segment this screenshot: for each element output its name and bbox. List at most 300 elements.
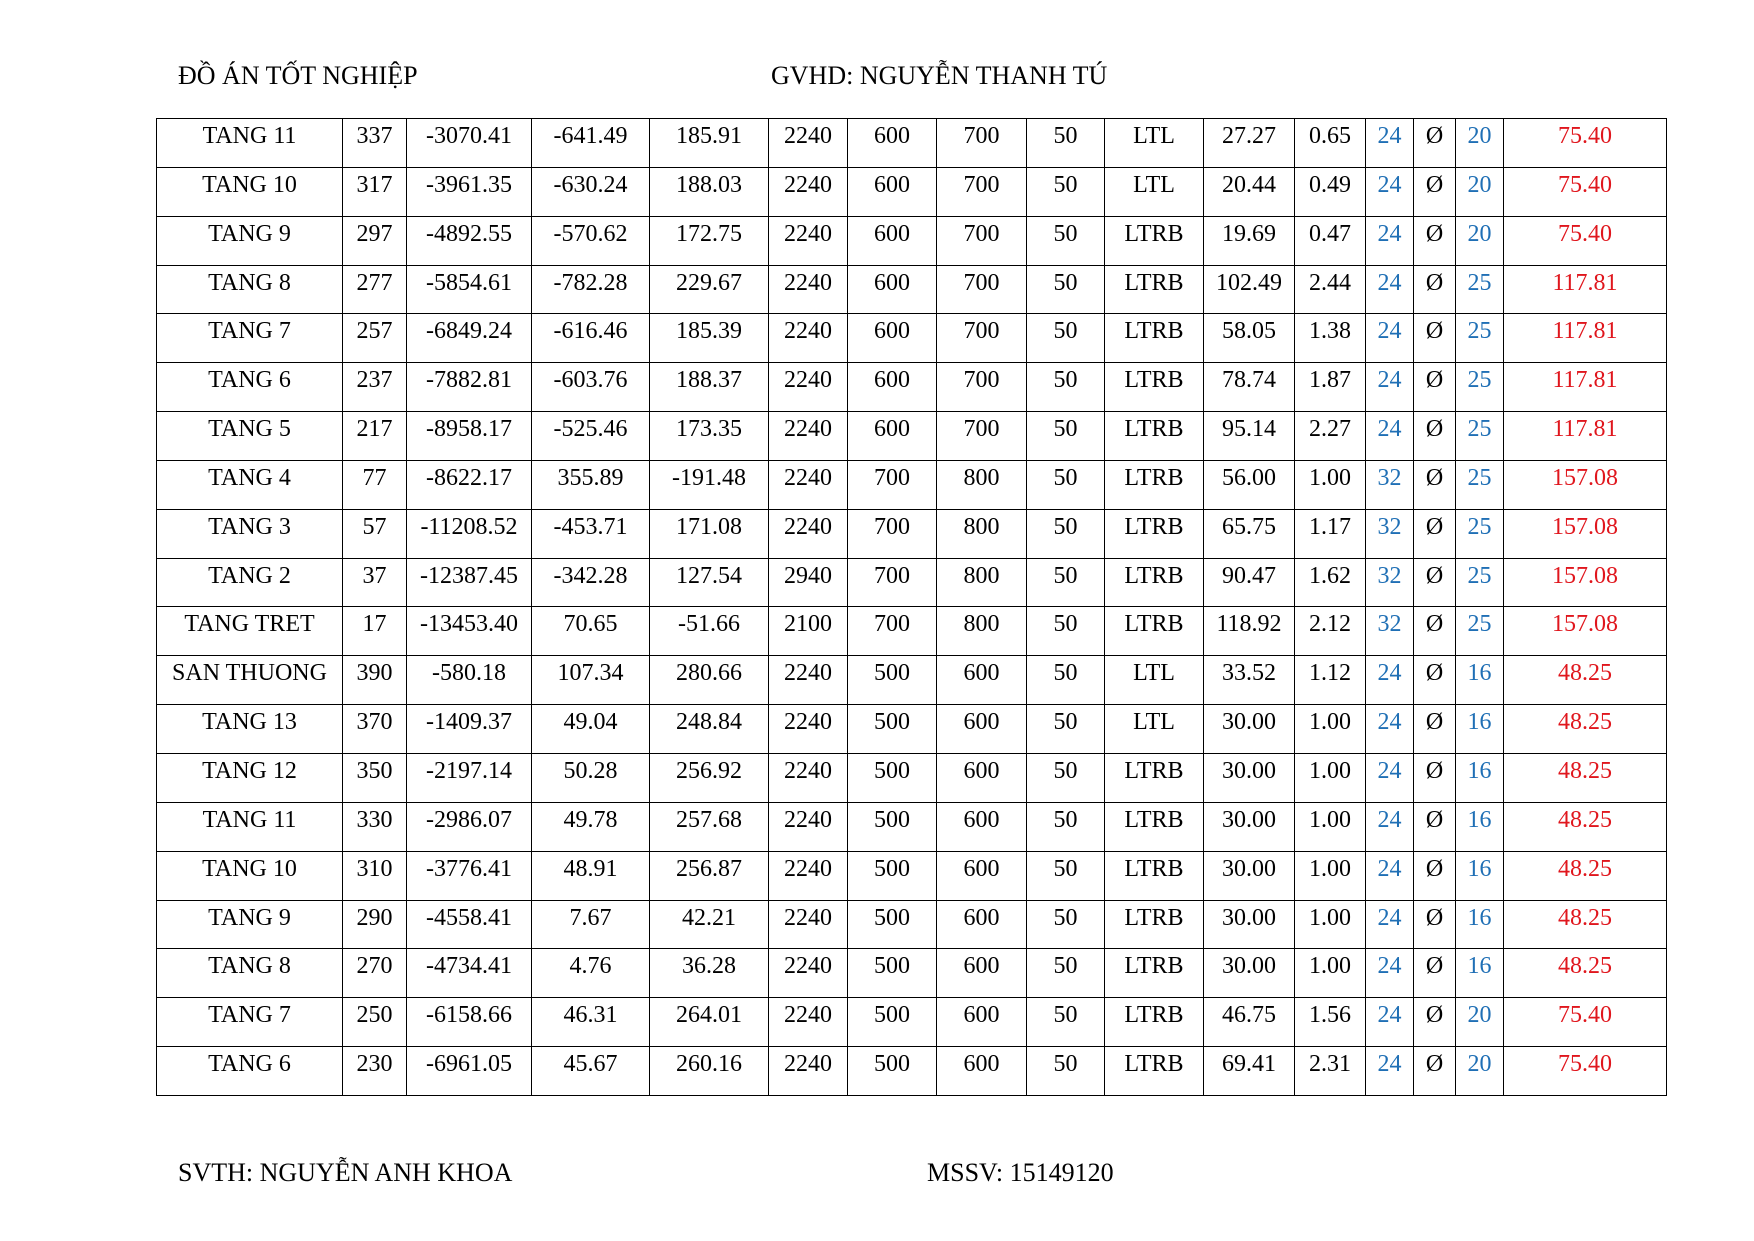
table-row — [157, 705, 1667, 754]
cell-case: LTRB — [1105, 460, 1204, 509]
cell-steel-ratio: 1.00 — [1295, 900, 1366, 949]
cell-bar-diameter: 25 — [1456, 460, 1504, 509]
cell-bar-count: 24 — [1366, 167, 1414, 216]
table-row — [157, 998, 1667, 1047]
table-row — [157, 656, 1667, 705]
cell-bar-count: 24 — [1366, 900, 1414, 949]
cell-moment-y: -51.66 — [650, 607, 769, 656]
cell-height-h: 600 — [937, 1047, 1027, 1096]
cell-axial-force: -4558.41 — [407, 900, 532, 949]
cell-cover-a: 50 — [1027, 998, 1105, 1047]
cell-length: 2100 — [769, 607, 848, 656]
cell-cover-a: 50 — [1027, 216, 1105, 265]
cell-length: 2240 — [769, 265, 848, 314]
cell-width-b: 600 — [848, 167, 937, 216]
cell-width-b: 600 — [848, 119, 937, 168]
cell-width-b: 700 — [848, 558, 937, 607]
cell-provided-area: 157.08 — [1504, 460, 1667, 509]
cell-bar-count: 24 — [1366, 412, 1414, 461]
cell-provided-area: 75.40 — [1504, 167, 1667, 216]
cell-cover-a: 50 — [1027, 119, 1105, 168]
table-row — [157, 460, 1667, 509]
cell-steel-area: 46.75 — [1204, 998, 1295, 1047]
cell-cover-a: 50 — [1027, 753, 1105, 802]
cell-axial-force: -2986.07 — [407, 802, 532, 851]
cell-axial-force: -580.18 — [407, 656, 532, 705]
table-row — [157, 753, 1667, 802]
cell-length: 2240 — [769, 167, 848, 216]
document-header-supervisor: GVHD: NGUYỄN THANH TÚ — [771, 61, 1108, 90]
cell-floor: TANG 11 — [157, 802, 343, 851]
cell-width-b: 500 — [848, 900, 937, 949]
cell-moment-x: -570.62 — [532, 216, 650, 265]
cell-cover-a: 50 — [1027, 314, 1105, 363]
cell-height-h: 600 — [937, 753, 1027, 802]
cell-bar-diameter: 16 — [1456, 900, 1504, 949]
cell-width-b: 500 — [848, 1047, 937, 1096]
cell-length: 2240 — [769, 119, 848, 168]
cell-provided-area: 48.25 — [1504, 753, 1667, 802]
cell-bar-count: 24 — [1366, 119, 1414, 168]
cell-bar-count: 24 — [1366, 314, 1414, 363]
cell-axial-force: -6961.05 — [407, 1047, 532, 1096]
cell-floor: TANG 8 — [157, 949, 343, 998]
cell-moment-y: 260.16 — [650, 1047, 769, 1096]
cell-axial-force: -4892.55 — [407, 216, 532, 265]
cell-length: 2240 — [769, 460, 848, 509]
cell-bar-count: 24 — [1366, 656, 1414, 705]
cell-bar-count: 32 — [1366, 607, 1414, 656]
cell-bar-diameter: 16 — [1456, 753, 1504, 802]
cell-provided-area: 75.40 — [1504, 1047, 1667, 1096]
cell-width-b: 600 — [848, 216, 937, 265]
table-row — [157, 1047, 1667, 1096]
cell-axial-force: -3070.41 — [407, 119, 532, 168]
cell-floor: TANG 12 — [157, 753, 343, 802]
cell-diameter-symbol: Ø — [1414, 412, 1456, 461]
cell-provided-area: 48.25 — [1504, 900, 1667, 949]
cell-moment-y: 188.03 — [650, 167, 769, 216]
cell-moment-y: 127.54 — [650, 558, 769, 607]
cell-col-id: 77 — [343, 460, 407, 509]
cell-width-b: 700 — [848, 509, 937, 558]
cell-col-id: 57 — [343, 509, 407, 558]
cell-diameter-symbol: Ø — [1414, 363, 1456, 412]
cell-col-id: 297 — [343, 216, 407, 265]
cell-floor: SAN THUONG — [157, 656, 343, 705]
cell-col-id: 230 — [343, 1047, 407, 1096]
cell-axial-force: -13453.40 — [407, 607, 532, 656]
cell-cover-a: 50 — [1027, 558, 1105, 607]
cell-case: LTRB — [1105, 949, 1204, 998]
cell-moment-x: 48.91 — [532, 851, 650, 900]
cell-moment-y: 42.21 — [650, 900, 769, 949]
cell-moment-y: 36.28 — [650, 949, 769, 998]
cell-provided-area: 117.81 — [1504, 314, 1667, 363]
cell-steel-area: 30.00 — [1204, 949, 1295, 998]
cell-case: LTL — [1105, 167, 1204, 216]
cell-length: 2240 — [769, 900, 848, 949]
cell-length: 2240 — [769, 705, 848, 754]
cell-moment-x: -342.28 — [532, 558, 650, 607]
cell-diameter-symbol: Ø — [1414, 851, 1456, 900]
cell-diameter-symbol: Ø — [1414, 460, 1456, 509]
cell-height-h: 700 — [937, 412, 1027, 461]
cell-steel-ratio: 0.47 — [1295, 216, 1366, 265]
cell-case: LTRB — [1105, 314, 1204, 363]
cell-floor: TANG 9 — [157, 900, 343, 949]
cell-case: LTRB — [1105, 1047, 1204, 1096]
cell-diameter-symbol: Ø — [1414, 216, 1456, 265]
cell-provided-area: 48.25 — [1504, 949, 1667, 998]
cell-col-id: 250 — [343, 998, 407, 1047]
cell-floor: TANG 9 — [157, 216, 343, 265]
cell-case: LTRB — [1105, 802, 1204, 851]
table-row — [157, 265, 1667, 314]
cell-case: LTRB — [1105, 998, 1204, 1047]
cell-bar-count: 24 — [1366, 705, 1414, 754]
cell-steel-ratio: 1.00 — [1295, 949, 1366, 998]
cell-axial-force: -3776.41 — [407, 851, 532, 900]
cell-diameter-symbol: Ø — [1414, 314, 1456, 363]
cell-col-id: 350 — [343, 753, 407, 802]
cell-col-id: 290 — [343, 900, 407, 949]
cell-steel-ratio: 1.38 — [1295, 314, 1366, 363]
cell-floor: TANG 4 — [157, 460, 343, 509]
cell-moment-x: 45.67 — [532, 1047, 650, 1096]
cell-width-b: 500 — [848, 802, 937, 851]
cell-steel-ratio: 2.12 — [1295, 607, 1366, 656]
cell-steel-area: 102.49 — [1204, 265, 1295, 314]
table-row — [157, 119, 1667, 168]
cell-col-id: 330 — [343, 802, 407, 851]
cell-height-h: 600 — [937, 900, 1027, 949]
cell-bar-diameter: 16 — [1456, 949, 1504, 998]
cell-cover-a: 50 — [1027, 900, 1105, 949]
cell-case: LTRB — [1105, 363, 1204, 412]
cell-bar-diameter: 25 — [1456, 363, 1504, 412]
cell-length: 2240 — [769, 753, 848, 802]
cell-width-b: 500 — [848, 656, 937, 705]
cell-height-h: 600 — [937, 656, 1027, 705]
cell-case: LTRB — [1105, 558, 1204, 607]
cell-length: 2240 — [769, 1047, 848, 1096]
cell-axial-force: -4734.41 — [407, 949, 532, 998]
cell-col-id: 257 — [343, 314, 407, 363]
cell-axial-force: -6158.66 — [407, 998, 532, 1047]
cell-bar-count: 24 — [1366, 363, 1414, 412]
cell-moment-y: 172.75 — [650, 216, 769, 265]
cell-bar-count: 32 — [1366, 558, 1414, 607]
cell-bar-diameter: 25 — [1456, 607, 1504, 656]
cell-provided-area: 157.08 — [1504, 509, 1667, 558]
cell-diameter-symbol: Ø — [1414, 509, 1456, 558]
cell-axial-force: -5854.61 — [407, 265, 532, 314]
cell-moment-y: 188.37 — [650, 363, 769, 412]
cell-width-b: 700 — [848, 460, 937, 509]
cell-moment-y: -191.48 — [650, 460, 769, 509]
cell-width-b: 700 — [848, 607, 937, 656]
cell-moment-x: 50.28 — [532, 753, 650, 802]
cell-steel-ratio: 1.17 — [1295, 509, 1366, 558]
cell-diameter-symbol: Ø — [1414, 753, 1456, 802]
cell-provided-area: 117.81 — [1504, 412, 1667, 461]
cell-height-h: 600 — [937, 851, 1027, 900]
cell-steel-ratio: 1.87 — [1295, 363, 1366, 412]
cell-steel-area: 20.44 — [1204, 167, 1295, 216]
cell-diameter-symbol: Ø — [1414, 900, 1456, 949]
cell-bar-diameter: 20 — [1456, 1047, 1504, 1096]
cell-bar-diameter: 16 — [1456, 802, 1504, 851]
cell-cover-a: 50 — [1027, 412, 1105, 461]
cell-bar-diameter: 20 — [1456, 119, 1504, 168]
cell-height-h: 800 — [937, 558, 1027, 607]
cell-bar-count: 24 — [1366, 802, 1414, 851]
table-row — [157, 802, 1667, 851]
cell-diameter-symbol: Ø — [1414, 167, 1456, 216]
cell-moment-x: 107.34 — [532, 656, 650, 705]
cell-height-h: 800 — [937, 607, 1027, 656]
cell-bar-diameter: 20 — [1456, 216, 1504, 265]
cell-case: LTL — [1105, 705, 1204, 754]
cell-diameter-symbol: Ø — [1414, 265, 1456, 314]
cell-diameter-symbol: Ø — [1414, 119, 1456, 168]
cell-moment-x: -641.49 — [532, 119, 650, 168]
cell-moment-y: 257.68 — [650, 802, 769, 851]
cell-axial-force: -7882.81 — [407, 363, 532, 412]
cell-moment-y: 256.87 — [650, 851, 769, 900]
cell-length: 2240 — [769, 851, 848, 900]
cell-steel-area: 30.00 — [1204, 900, 1295, 949]
cell-case: LTRB — [1105, 900, 1204, 949]
cell-provided-area: 157.08 — [1504, 558, 1667, 607]
cell-moment-x: -525.46 — [532, 412, 650, 461]
cell-steel-area: 95.14 — [1204, 412, 1295, 461]
cell-steel-area: 69.41 — [1204, 1047, 1295, 1096]
cell-bar-diameter: 25 — [1456, 558, 1504, 607]
cell-floor: TANG 13 — [157, 705, 343, 754]
cell-bar-count: 32 — [1366, 509, 1414, 558]
cell-steel-area: 58.05 — [1204, 314, 1295, 363]
cell-moment-x: 355.89 — [532, 460, 650, 509]
cell-steel-ratio: 1.00 — [1295, 851, 1366, 900]
cell-steel-area: 33.52 — [1204, 656, 1295, 705]
cell-steel-ratio: 1.00 — [1295, 460, 1366, 509]
cell-moment-x: -453.71 — [532, 509, 650, 558]
cell-width-b: 500 — [848, 753, 937, 802]
cell-length: 2240 — [769, 998, 848, 1047]
cell-moment-x: -630.24 — [532, 167, 650, 216]
cell-width-b: 600 — [848, 412, 937, 461]
cell-case: LTRB — [1105, 216, 1204, 265]
cell-diameter-symbol: Ø — [1414, 558, 1456, 607]
cell-bar-diameter: 20 — [1456, 998, 1504, 1047]
cell-length: 2940 — [769, 558, 848, 607]
cell-col-id: 337 — [343, 119, 407, 168]
cell-cover-a: 50 — [1027, 460, 1105, 509]
cell-length: 2240 — [769, 363, 848, 412]
cell-steel-area: 27.27 — [1204, 119, 1295, 168]
cell-floor: TANG 5 — [157, 412, 343, 461]
cell-axial-force: -8622.17 — [407, 460, 532, 509]
cell-height-h: 600 — [937, 949, 1027, 998]
table-row — [157, 412, 1667, 461]
cell-moment-x: 70.65 — [532, 607, 650, 656]
cell-provided-area: 48.25 — [1504, 705, 1667, 754]
cell-floor: TANG 6 — [157, 1047, 343, 1096]
table-row — [157, 509, 1667, 558]
cell-col-id: 390 — [343, 656, 407, 705]
cell-cover-a: 50 — [1027, 265, 1105, 314]
cell-provided-area: 117.81 — [1504, 265, 1667, 314]
cell-moment-y: 171.08 — [650, 509, 769, 558]
cell-length: 2240 — [769, 949, 848, 998]
cell-steel-area: 90.47 — [1204, 558, 1295, 607]
cell-steel-area: 56.00 — [1204, 460, 1295, 509]
cell-height-h: 700 — [937, 119, 1027, 168]
cell-provided-area: 157.08 — [1504, 607, 1667, 656]
cell-length: 2240 — [769, 656, 848, 705]
cell-length: 2240 — [769, 412, 848, 461]
cell-length: 2240 — [769, 314, 848, 363]
cell-axial-force: -12387.45 — [407, 558, 532, 607]
cell-moment-y: 248.84 — [650, 705, 769, 754]
cell-cover-a: 50 — [1027, 1047, 1105, 1096]
table-row — [157, 900, 1667, 949]
cell-bar-count: 24 — [1366, 851, 1414, 900]
cell-diameter-symbol: Ø — [1414, 1047, 1456, 1096]
cell-provided-area: 117.81 — [1504, 363, 1667, 412]
cell-moment-y: 185.91 — [650, 119, 769, 168]
cell-moment-x: 49.04 — [532, 705, 650, 754]
table-row — [157, 558, 1667, 607]
cell-moment-x: 7.67 — [532, 900, 650, 949]
cell-moment-x: -603.76 — [532, 363, 650, 412]
cell-bar-count: 24 — [1366, 998, 1414, 1047]
cell-length: 2240 — [769, 509, 848, 558]
cell-moment-y: 256.92 — [650, 753, 769, 802]
cell-steel-area: 30.00 — [1204, 705, 1295, 754]
cell-height-h: 700 — [937, 265, 1027, 314]
cell-steel-area: 30.00 — [1204, 753, 1295, 802]
cell-width-b: 600 — [848, 363, 937, 412]
cell-bar-diameter: 25 — [1456, 412, 1504, 461]
cell-axial-force: -11208.52 — [407, 509, 532, 558]
cell-diameter-symbol: Ø — [1414, 998, 1456, 1047]
cell-bar-diameter: 25 — [1456, 265, 1504, 314]
cell-width-b: 500 — [848, 851, 937, 900]
cell-case: LTRB — [1105, 753, 1204, 802]
table-row — [157, 363, 1667, 412]
cell-moment-y: 264.01 — [650, 998, 769, 1047]
cell-steel-area: 78.74 — [1204, 363, 1295, 412]
cell-floor: TANG 7 — [157, 998, 343, 1047]
cell-moment-x: -782.28 — [532, 265, 650, 314]
cell-bar-count: 24 — [1366, 216, 1414, 265]
cell-floor: TANG 11 — [157, 119, 343, 168]
cell-bar-diameter: 16 — [1456, 656, 1504, 705]
cell-width-b: 500 — [848, 705, 937, 754]
cell-floor: TANG 6 — [157, 363, 343, 412]
cell-bar-diameter: 25 — [1456, 314, 1504, 363]
cell-bar-count: 24 — [1366, 753, 1414, 802]
cell-bar-count: 24 — [1366, 949, 1414, 998]
cell-diameter-symbol: Ø — [1414, 949, 1456, 998]
cell-bar-diameter: 16 — [1456, 705, 1504, 754]
cell-steel-ratio: 1.00 — [1295, 802, 1366, 851]
cell-axial-force: -8958.17 — [407, 412, 532, 461]
cell-moment-y: 280.66 — [650, 656, 769, 705]
cell-col-id: 277 — [343, 265, 407, 314]
cell-moment-x: 46.31 — [532, 998, 650, 1047]
cell-provided-area: 48.25 — [1504, 656, 1667, 705]
cell-case: LTRB — [1105, 607, 1204, 656]
cell-width-b: 500 — [848, 949, 937, 998]
cell-cover-a: 50 — [1027, 167, 1105, 216]
cell-col-id: 237 — [343, 363, 407, 412]
cell-steel-ratio: 0.49 — [1295, 167, 1366, 216]
cell-provided-area: 75.40 — [1504, 216, 1667, 265]
cell-axial-force: -6849.24 — [407, 314, 532, 363]
cell-moment-x: -616.46 — [532, 314, 650, 363]
cell-height-h: 700 — [937, 314, 1027, 363]
cell-diameter-symbol: Ø — [1414, 802, 1456, 851]
cell-height-h: 700 — [937, 216, 1027, 265]
cell-floor: TANG TRET — [157, 607, 343, 656]
cell-bar-diameter: 20 — [1456, 167, 1504, 216]
cell-height-h: 600 — [937, 998, 1027, 1047]
cell-width-b: 600 — [848, 265, 937, 314]
cell-height-h: 700 — [937, 167, 1027, 216]
cell-axial-force: -1409.37 — [407, 705, 532, 754]
cell-steel-area: 30.00 — [1204, 802, 1295, 851]
cell-diameter-symbol: Ø — [1414, 607, 1456, 656]
cell-steel-area: 30.00 — [1204, 851, 1295, 900]
cell-cover-a: 50 — [1027, 363, 1105, 412]
cell-bar-count: 32 — [1366, 460, 1414, 509]
cell-floor: TANG 8 — [157, 265, 343, 314]
cell-provided-area: 48.25 — [1504, 802, 1667, 851]
cell-length: 2240 — [769, 802, 848, 851]
cell-steel-area: 65.75 — [1204, 509, 1295, 558]
cell-col-id: 37 — [343, 558, 407, 607]
cell-case: LTRB — [1105, 509, 1204, 558]
table-row — [157, 314, 1667, 363]
table-row — [157, 216, 1667, 265]
cell-cover-a: 50 — [1027, 949, 1105, 998]
cell-steel-ratio: 2.27 — [1295, 412, 1366, 461]
cell-case: LTRB — [1105, 412, 1204, 461]
cell-moment-x: 49.78 — [532, 802, 650, 851]
cell-diameter-symbol: Ø — [1414, 705, 1456, 754]
cell-height-h: 600 — [937, 705, 1027, 754]
cell-steel-ratio: 2.31 — [1295, 1047, 1366, 1096]
cell-floor: TANG 10 — [157, 167, 343, 216]
document-footer-student-id: MSSV: 15149120 — [927, 1158, 1114, 1187]
cell-col-id: 217 — [343, 412, 407, 461]
cell-floor: TANG 10 — [157, 851, 343, 900]
cell-bar-count: 24 — [1366, 1047, 1414, 1096]
cell-moment-y: 185.39 — [650, 314, 769, 363]
cell-steel-ratio: 1.56 — [1295, 998, 1366, 1047]
document-header-title: ĐỒ ÁN TỐT NGHIỆP — [178, 61, 418, 90]
table-body — [157, 119, 1667, 1096]
cell-case: LTL — [1105, 656, 1204, 705]
document-footer-student: SVTH: NGUYỄN ANH KHOA — [178, 1158, 513, 1187]
cell-steel-ratio: 2.44 — [1295, 265, 1366, 314]
column-design-table — [156, 118, 1667, 1096]
cell-width-b: 600 — [848, 314, 937, 363]
